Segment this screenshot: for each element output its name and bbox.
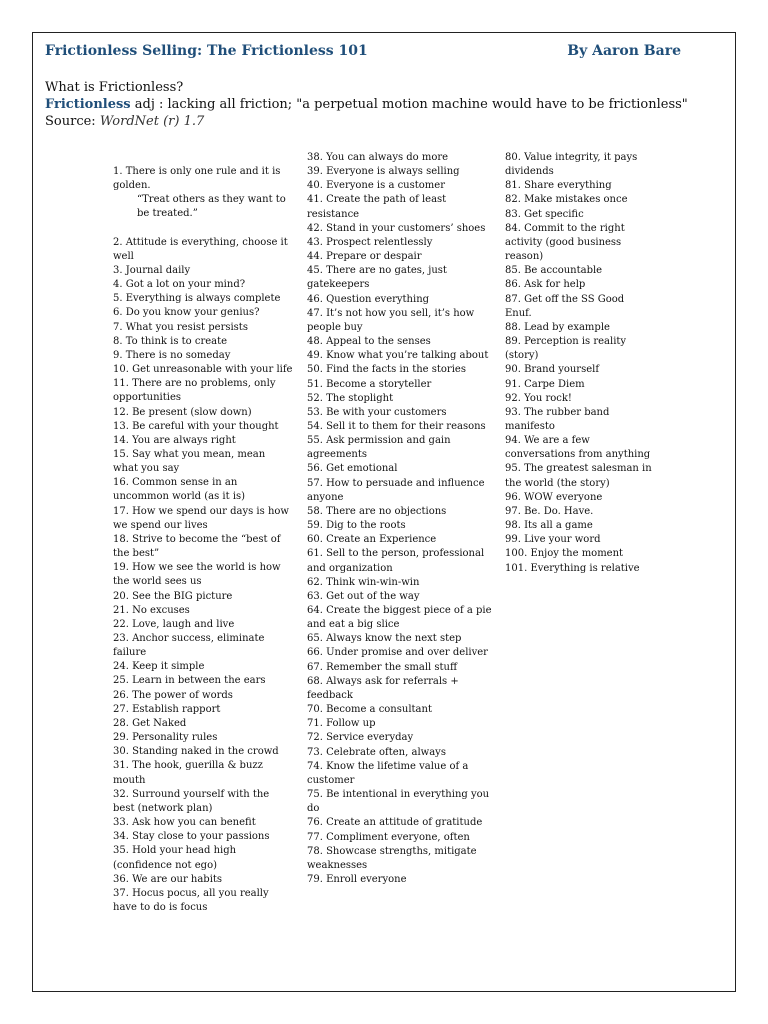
list-item: 52. The stoplight [307, 392, 394, 404]
list-item: 89. Perception is reality (story) [505, 336, 627, 362]
list-item: 88. Lead by example [505, 321, 610, 333]
list-item: 67. Remember the small stuff [307, 661, 458, 673]
list-item: 82. Make mistakes once [505, 194, 628, 206]
list-item: 73. Celebrate often, always [307, 746, 446, 758]
list-item: 6. Do you know your genius? [113, 307, 260, 319]
definition-line [45, 96, 688, 113]
list-item: 64. Create the biggest piece of a pie and eat a big slice [307, 605, 492, 631]
list-item: 66. Under promise and over deliver [307, 647, 488, 659]
list-item: 70. Become a consultant [307, 704, 432, 716]
list-item: 101. Everything is relative [505, 562, 640, 574]
list-item: 47. It’s not how you sell, it’s how people buy [307, 307, 475, 333]
list-item: 81. Share everything [505, 180, 612, 192]
list-item: 31. The hook, guerilla & buzz mouth [113, 760, 263, 786]
list-item: 71. Follow up [307, 718, 376, 730]
list-item: 36. We are our habits [113, 873, 223, 885]
list-item: 94. We are a few conversations from anything [505, 435, 651, 461]
list-item: 5. Everything is always complete [113, 293, 281, 305]
list-item: 92. You rock! [505, 392, 572, 404]
list-item: 76. Create an attitude of gratitude [307, 817, 483, 829]
list-item: 23. Anchor success, eliminate failure [113, 633, 265, 659]
list-item: 55. Ask permission and gain agreements [307, 435, 451, 461]
list-item: 54. Sell it to them for their reasons [307, 420, 486, 432]
list-item: 58. There are no objections [307, 505, 447, 517]
list-item: 98. Its all a game [505, 520, 593, 532]
list-item: 28. Get Naked [113, 717, 187, 729]
list-item: 57. How to persuade and influence anyone [307, 477, 485, 503]
source-label: Source: [45, 114, 100, 129]
document-title: Frictionless Selling: The Frictionless 101 [45, 43, 368, 59]
list-item: 50. Find the facts in the stories [307, 364, 466, 376]
list-item: 84. Commit to the right activity (good business reason) [505, 222, 625, 263]
list-item: 3. Journal daily [113, 264, 191, 276]
document-author: By Aaron Bare [567, 43, 681, 59]
list-item: 44. Prepare or despair [307, 251, 422, 263]
list-item: 4. Got a lot on your mind? [113, 279, 246, 291]
list-item: 20. See the BIG picture [113, 590, 233, 602]
list-item: 75. Be intentional in everything you do [307, 789, 490, 815]
list-item: 25. Learn in between the ears [113, 675, 266, 687]
list-item: 83. Get specific [505, 208, 584, 220]
list-item: 87. Get off the SS Good Enuf. [505, 293, 625, 319]
list-item: 14. You are always right [113, 434, 236, 446]
list-item: 22. Love, laugh and live [113, 618, 235, 630]
list-item: 77. Compliment everyone, often [307, 831, 470, 843]
list-item: 35. Hold your head high (confidence not ego) [113, 845, 237, 871]
list-item: 21. No excuses [113, 604, 190, 616]
source-line [45, 113, 688, 130]
definition-term: Frictionless [45, 97, 131, 112]
list-item: 86. Ask for help [505, 279, 586, 291]
list-item: 51. Become a storyteller [307, 378, 432, 390]
list-item: 90. Brand yourself [505, 364, 600, 376]
list-item: 10. Get unreasonable with your life [113, 364, 293, 376]
list-item: 38. You can always do more [307, 152, 449, 163]
list-item: 27. Establish rapport [113, 703, 221, 715]
list-item: 91. Carpe Diem [505, 378, 585, 390]
list-item: 29. Personality rules [113, 732, 218, 744]
list-item: 11. There are no problems, only opportunities [113, 378, 276, 404]
list-item: 80. Value integrity, it pays dividends [505, 152, 638, 178]
definition-block [45, 79, 688, 130]
list-item: 32. Surround yourself with the best (network plan) [113, 788, 270, 814]
list-item: 16. Common sense in an uncommon world (as it is) [113, 477, 246, 503]
list-item: 68. Always ask for referrals + feedback [307, 675, 459, 701]
list-item: 65. Always know the next step [307, 633, 462, 645]
list-item: 63. Get out of the way [307, 590, 420, 602]
document-page [32, 32, 736, 992]
list-item: 60. Create an Experience [307, 534, 437, 546]
list-item: 72. Service everyday [307, 732, 414, 744]
list-item: 61. Sell to the person, professional and organization [307, 548, 485, 574]
source-value: WordNet (r) 1.7 [99, 114, 205, 129]
list-item: 49. Know what you’re talking about [307, 350, 489, 362]
list-column-2 [307, 151, 493, 887]
list-item: 97. Be. Do. Have. [505, 505, 594, 517]
list-item: 26. The power of words [113, 689, 233, 701]
list-item: 42. Stand in your customers’ shoes [307, 222, 486, 234]
list-item: 85. Be accountable [505, 265, 603, 277]
list-item: 93. The rubber band manifesto [505, 406, 610, 432]
list-item: 95. The greatest salesman in the world (the story) [505, 463, 652, 489]
list-item: 99. Live your word [505, 534, 601, 546]
definition-text: adj : lacking all friction; "a perpetual motion machine would have to be frictionless" [130, 97, 688, 112]
list-item: 18. Strive to become the “best of the best” [113, 533, 281, 560]
list-item: 45. There are no gates, just gatekeepers [307, 265, 447, 291]
list-item: 56. Get emotional [307, 463, 398, 475]
list-item: 9. There is no someday [113, 349, 231, 361]
list-item: 15. Say what you mean, mean what you say [113, 448, 266, 475]
list-item: 53. Be with your customers [307, 406, 447, 418]
list-item: 30. Standing naked in the crowd [113, 746, 279, 758]
list-item: 48. Appeal to the senses [307, 336, 431, 348]
list-item: 43. Prospect relentlessly [307, 236, 433, 248]
list-item: 13. Be careful with your thought [113, 420, 279, 432]
list-item: 19. How we see the world is how the world sees us [113, 562, 281, 588]
list-column-3 [505, 151, 653, 576]
intro-question: What is Frictionless? [45, 80, 184, 95]
list-item: 39. Everyone is always selling [307, 166, 460, 178]
list-column-1 [113, 165, 293, 915]
list-item: 37. Hocus pocus, all you really have to do is focus [113, 887, 269, 913]
list-item: 8. To think is to create [113, 335, 228, 347]
list-item: 62. Think win-win-win [307, 576, 420, 588]
list-item: 96. WOW everyone [505, 491, 603, 503]
list-item: 74. Know the lifetime value of a customer [307, 760, 469, 786]
list-item: 24. Keep it simple [113, 661, 205, 673]
list-item: 1. There is only one rule and it is golden. [113, 166, 281, 192]
list-item: 40. Everyone is a customer [307, 180, 445, 192]
list-item: 100. Enjoy the moment [505, 548, 624, 560]
list-item: 79. Enroll everyone [307, 873, 407, 885]
list-item: 12. Be present (slow down) [113, 406, 252, 418]
list-item: 7. What you resist persists [113, 321, 248, 333]
list-item: 46. Question everything [307, 293, 430, 305]
list-item: 2. Attitude is everything, choose it well [113, 236, 288, 262]
list-item: 17. How we spend our days is how we spend our lives [113, 505, 289, 531]
list-item: 78. Showcase strengths, mitigate weaknesses [307, 845, 477, 871]
golden-rule-quote: “Treat others as they want to be treated.” [137, 194, 286, 220]
list-item: 33. Ask how you can benefit [113, 817, 256, 829]
list-item: 41. Create the path of least resistance [307, 194, 447, 220]
list-item: 34. Stay close to your passions [113, 831, 270, 843]
list-item: 59. Dig to the roots [307, 520, 406, 532]
